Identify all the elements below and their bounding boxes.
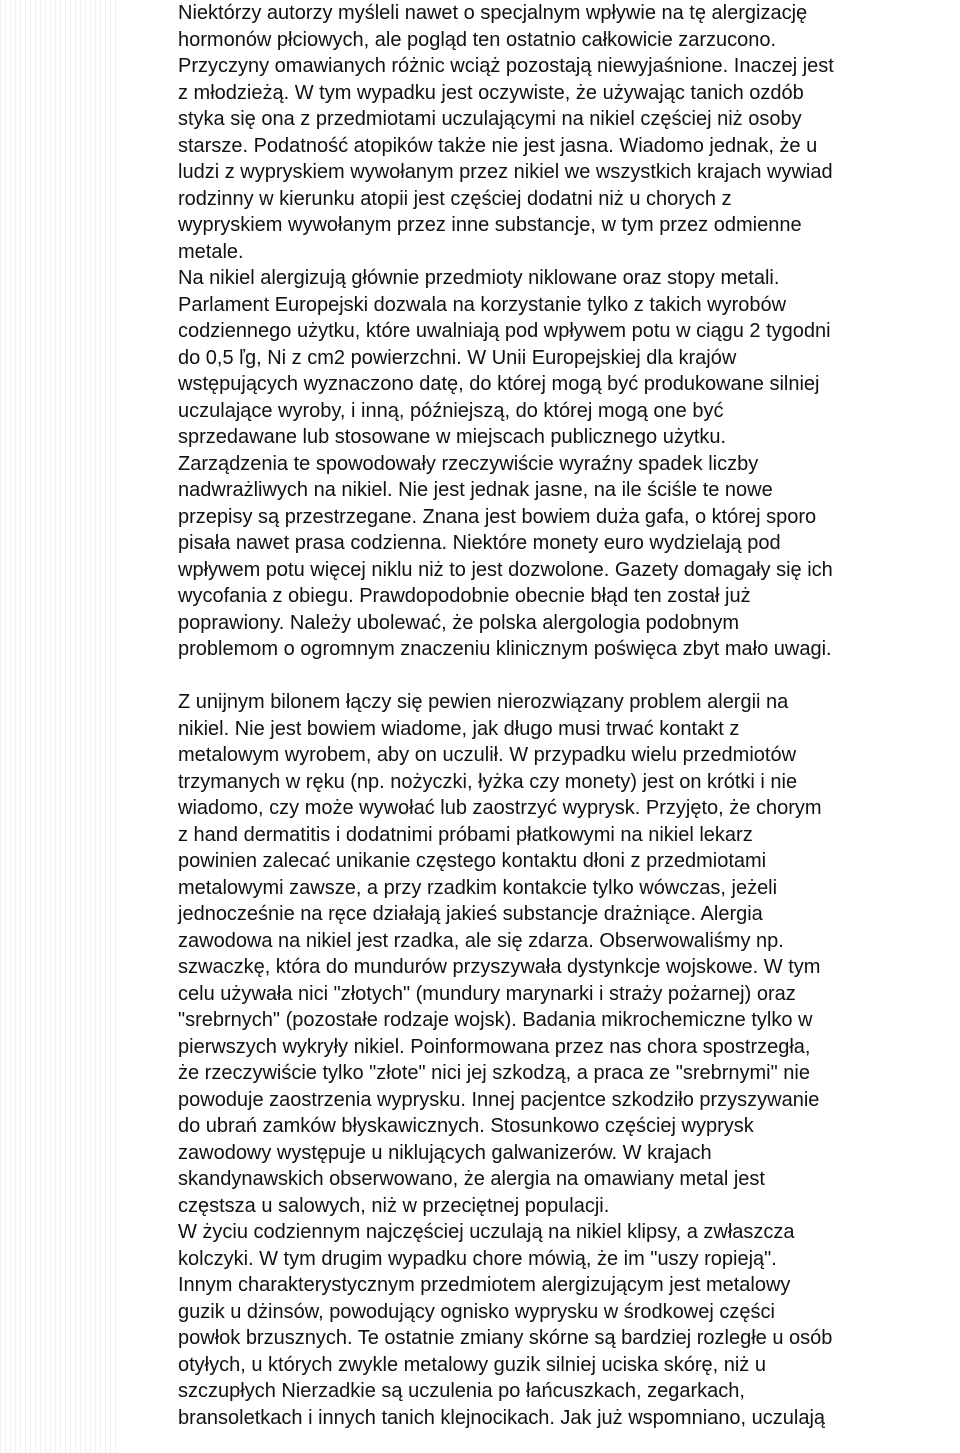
left-margin-pattern (0, 0, 118, 1453)
paragraph-4: W życiu codziennym najczęściej uczulają na nikiel klipsy, a zwłaszcza kolczyki. W tym drugim wypadku chore mówią, że im "uszy ropieją". Innym charakterystycznym przedmiotem alergizującym jest metalowy guzik u dżinsów, powodujący ognisko wyprysku w środkowej części powłok brzusznych. Te ostatnie zmiany skórne są bardziej rozległe u osób otyłych, u których zwykle metalowy guzik silniej uciska skórę, niż u szczupłych Nierzadkie są uczulenia po łańcuszkach, zegarkach, bransoletkach i innych tanich klejnocikach. Jak już wspomniano, uczulają (178, 1221, 833, 1429)
document-body (178, 0, 960, 1431)
paragraph-2: Na nikiel alergizują głównie przedmioty niklowane oraz stopy metali. Parlament Europejski dozwala na korzystanie tylko z takich wyrobów codziennego użytku, które uwalniają pod wpływem potu w ciągu 2 tygodni do 0,5 ľg, Ni z cm2 powierzchni. W Unii Europejskiej dla krajów wstępujących wyznaczono datę, do której mogą być produkowane silniej uczulające wyroby, i inną, późniejszą, do której mogą one być sprzedawane lub stosowane w miejscach publicznego użytku. Zarządzenia te spowodowały rzeczywiście wyraźny spadek liczby nadwrażliwych na nikiel. Nie jest jednak jasne, na ile ściśle te nowe przepisy są przestrzegane. Znana jest bowiem duża gafa, o której sporo pisała nawet prasa codzienna. Niektóre monety euro wydzielają pod wpływem potu więcej niklu niż to jest dozwolone. Gazety domagały się ich wycofania z obiegu. Prawdopodobnie obecnie błąd ten został już poprawiony. Należy ubolewać, że polska alergologia podobnym problemom o ogromnym znaczeniu klinicznym poświęca zbyt mało uwagi. (178, 267, 833, 660)
paragraph-3: Z unijnym bilonem łączy się pewien nierozwiązany problem alergii na nikiel. Nie jest bowiem wiadome, jak długo musi trwać kontakt z metalowym wyrobem, aby on uczulił. W przypadku wielu przedmiotów trzymanych w ręku (np. nożyczki, łyżka czy monety) jest on krótki i nie wiadomo, czy może wywołać lub zaostrzyć wyprysk. Przyjęto, że chorym z hand dermatitis i dodatnimi próbami płatkowymi na nikiel lekarz powinien zalecać unikanie częstego kontaktu dłoni z przedmiotami metalowymi zawsze, a przy rzadkim kontakcie tylko wówczas, jeżeli jednocześnie na ręce działają jakieś substancje drażniące. Alergia zawodowa na nikiel jest rzadka, ale się zdarza. Obserwowaliśmy np. szwaczkę, która do mundurów przyszywała dystynkcje wojskowe. W tym celu używała nici "złotych" (mundury marynarki i straży pożarnej) oraz "srebrnych" (pozostałe rodzaje wojsk). Badania mikrochemiczne tylko w pierwszych wykryły nikiel. Poinformowana przez nas chora spostrzegła, że rzeczywiście tylko "złote" nici jej szkodzą, a praca ze "srebrnymi" nie powoduje zaostrzenia wyprysku. Innej pacjentce szkodziło przyszywanie do ubrań zamków błyskawicznych. Stosunkowo częściej wyprysk zawodowy występuje u niklujących galwanizerów. W krajach skandynawskich obserwowano, że alergia na omawiany metal jest częstsza u salowych, niż w przeciętnej populacji. (178, 691, 822, 1217)
paragraph-1: Niektórzy autorzy myśleli nawet o specjalnym wpływie na tę alergizację hormonów płciowych, ale pogląd ten ostatnio całkowicie zarzucono. Przyczyny omawianych różnic wciąż pozostają niewyjaśnione. Inaczej jest z młodzieżą. W tym wypadku jest oczywiste, że używając tanich ozdób styka się ona z przedmiotami uczulającymi na nikiel częściej niż osoby starsze. Podatność atopików także nie jest jasna. Wiadomo jednak, że u ludzi z wypryskiem wywołanym przez nikiel we wszystkich krajach wywiad rodzinny w kierunku atopii jest częściej dodatni niż u chorych z wypryskiem wywołanym przez inne substancje, w tym przez odmienne metale. (178, 2, 834, 263)
